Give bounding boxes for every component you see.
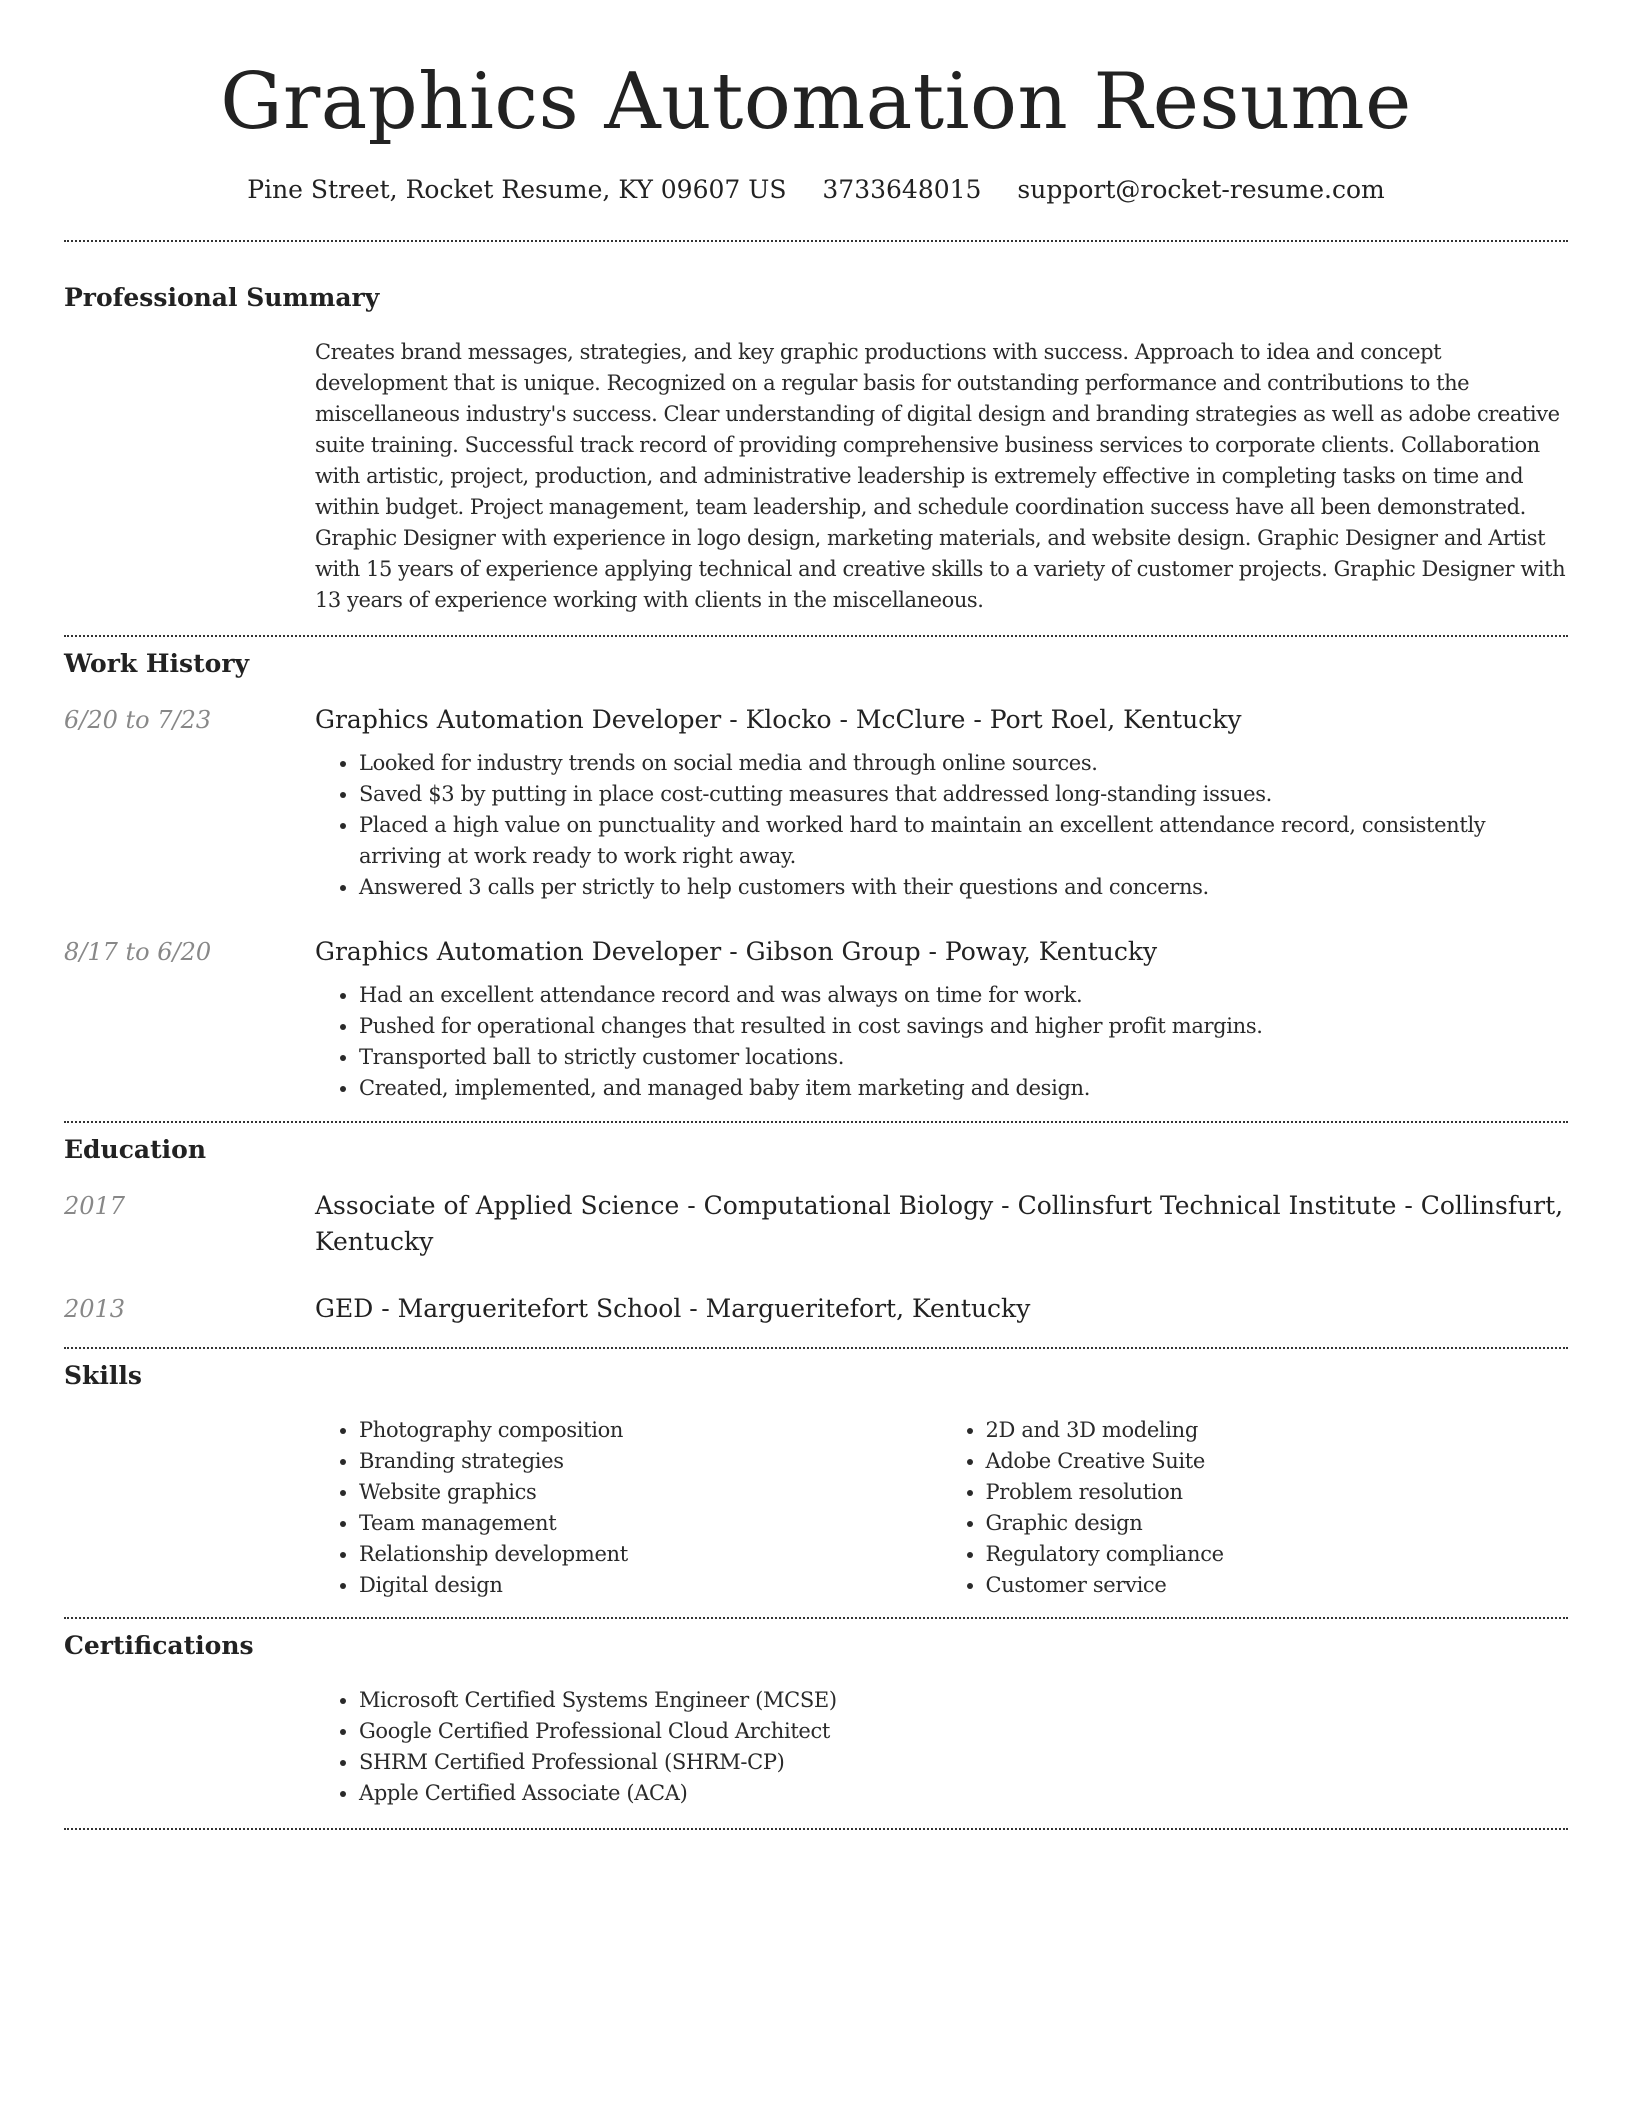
- contact-address: Pine Street, Rocket Resume, KY 09607 US: [247, 175, 787, 204]
- list-item: • Website graphics: [359, 1477, 942, 1508]
- resume-title: Graphics Automation Resume: [220, 57, 1412, 147]
- section-title-summary: Professional Summary: [64, 283, 380, 312]
- list-item: • Team management: [359, 1508, 942, 1539]
- skills-list-left: [315, 1415, 942, 1601]
- list-item: • Problem resolution: [986, 1477, 1569, 1508]
- resume-page: [64, 0, 1568, 1830]
- education-entry: [64, 1188, 1568, 1260]
- education-heading: Associate of Applied Science - Computational Biology - Collinsfurt Technical Institute - Collinsfurt, Kentucky: [315, 1191, 1564, 1256]
- job-heading: Graphics Automation Developer - Gibson Group - Poway, Kentucky: [315, 937, 1158, 966]
- work-history-section: [64, 637, 1568, 1104]
- section-title-certifications: Certifications: [64, 1631, 254, 1660]
- section-title-skills: Skills: [64, 1361, 142, 1390]
- section-title-education: Education: [64, 1135, 207, 1164]
- divider: [64, 1828, 1568, 1830]
- list-item: • Looked for industry trends on social media and through online sources.: [359, 748, 1568, 779]
- education-heading: GED - Margueritefort School - Margueritefort, Kentucky: [315, 1294, 1031, 1323]
- list-item: • Google Certified Professional Cloud Architect: [359, 1716, 1568, 1747]
- list-item: • Customer service: [986, 1570, 1569, 1601]
- list-item: • Regulatory compliance: [986, 1539, 1569, 1570]
- certifications-list: [315, 1685, 1568, 1809]
- list-item: • Placed a high value on punctuality and worked hard to maintain an excellent attendance record, consistently arriving at work ready to work right away.: [359, 810, 1568, 872]
- education-year: 2013: [64, 1295, 126, 1323]
- list-item: • 2D and 3D modeling: [986, 1415, 1569, 1446]
- summary-text: Creates brand messages, strategies, and key graphic productions with success. Approach to idea and concept development that is unique. Recognized on a regular basis for outstanding performance and contributions to the miscellaneous industry's success. Clear understanding of digital design and branding strategies as well as adobe creative suite training. Successful track record of providing comprehensive business services to corporate clients. Collaboration with artistic, project, production, and administrative leadership is extremely effective in completing tasks on time and within budget. Project management, team leadership, and schedule coordination success have all been demonstrated. Graphic Designer with experience in logo design, marketing materials, and website design. Graphic Designer and Artist with 15 years of experience applying technical and creative skills to a variety of customer projects. Graphic Designer with 13 years of experience working with clients in the miscellaneous.: [315, 340, 1566, 612]
- job-dates: 6/20 to 7/23: [64, 706, 212, 734]
- skills-list-right: [942, 1415, 1569, 1601]
- contact-email: support@rocket-resume.com: [1017, 175, 1385, 204]
- list-item: • Answered 3 calls per strictly to help customers with their questions and concerns.: [359, 872, 1568, 903]
- job-entry: [64, 934, 1568, 1104]
- contact-phone: 3733648015: [822, 175, 982, 204]
- list-item: • Microsoft Certified Systems Engineer (MCSE): [359, 1685, 1568, 1716]
- list-item: • Graphic design: [986, 1508, 1569, 1539]
- list-item: • Adobe Creative Suite: [986, 1446, 1569, 1477]
- summary-section: [64, 242, 1568, 616]
- job-bullets: [315, 748, 1568, 903]
- list-item: • SHRM Certified Professional (SHRM-CP): [359, 1747, 1568, 1778]
- job-dates: 8/17 to 6/20: [64, 938, 212, 966]
- job-entry: [64, 702, 1568, 903]
- list-item: • Relationship development: [359, 1539, 942, 1570]
- list-item: • Saved $3 by putting in place cost-cutting measures that addressed long-standing issues.: [359, 779, 1568, 810]
- list-item: • Apple Certified Associate (ACA): [359, 1778, 1568, 1809]
- list-item: • Digital design: [359, 1570, 942, 1601]
- list-item: • Had an excellent attendance record and was always on time for work.: [359, 980, 1568, 1011]
- certifications-section: [64, 1619, 1568, 1809]
- job-heading: Graphics Automation Developer - Klocko - McClure - Port Roel, Kentucky: [315, 705, 1242, 734]
- contact-line: [64, 174, 1568, 206]
- list-item: • Created, implemented, and managed baby item marketing and design.: [359, 1073, 1568, 1104]
- list-item: • Branding strategies: [359, 1446, 942, 1477]
- list-item: • Transported ball to strictly customer locations.: [359, 1042, 1568, 1073]
- education-year: 2017: [64, 1192, 126, 1220]
- education-section: [64, 1123, 1568, 1327]
- skills-section: [64, 1349, 1568, 1601]
- section-title-work-history: Work History: [64, 649, 250, 678]
- job-bullets: [315, 980, 1568, 1104]
- list-item: • Pushed for operational changes that resulted in cost savings and higher profit margins.: [359, 1011, 1568, 1042]
- list-item: • Photography composition: [359, 1415, 942, 1446]
- education-entry: [64, 1291, 1568, 1327]
